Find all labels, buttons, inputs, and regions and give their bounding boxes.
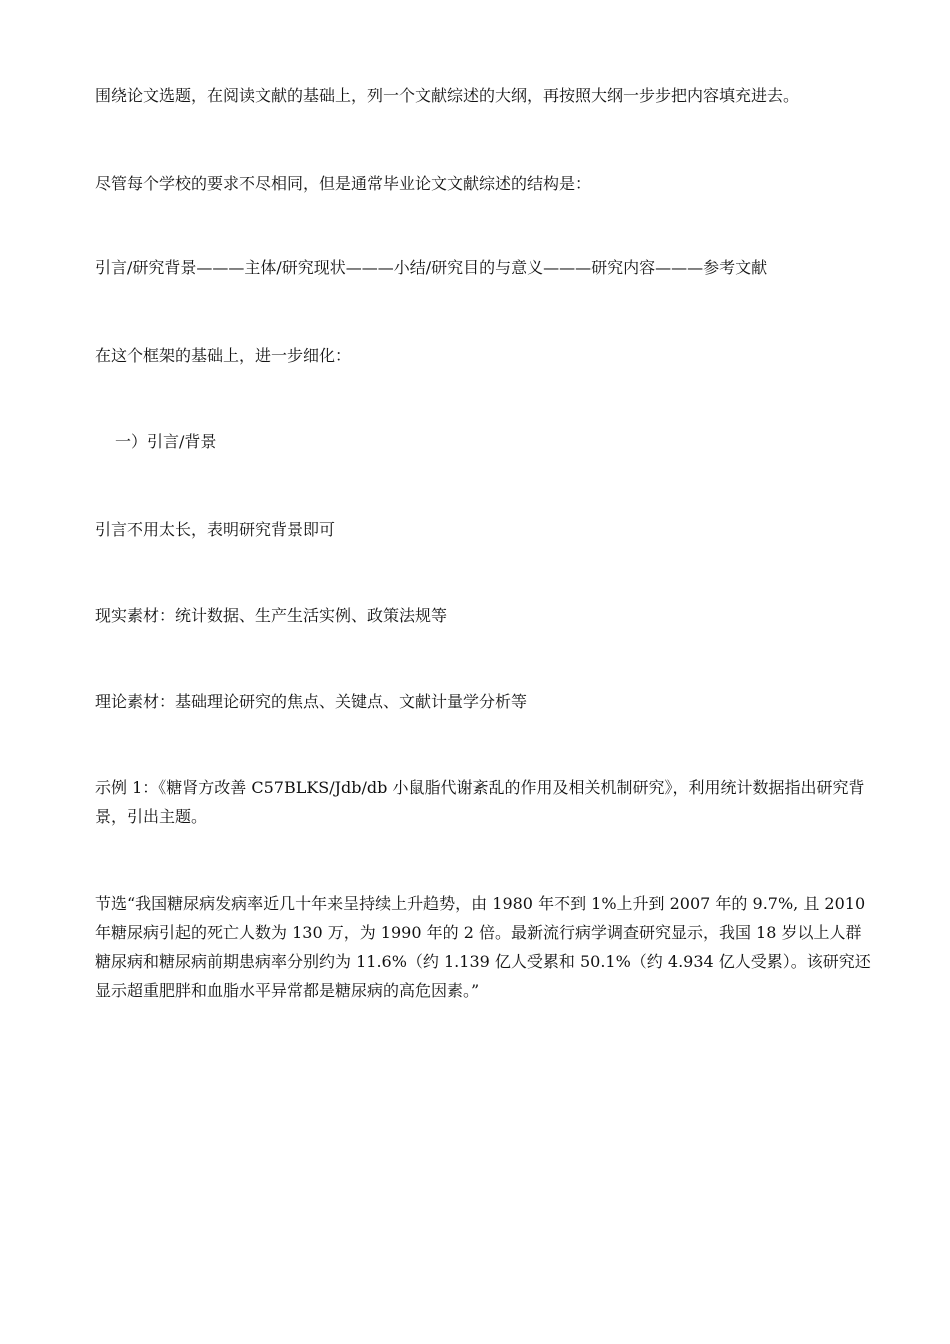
paragraph-structure-chain: 引言/研究背景———主体/研究现状———小结/研究目的与意义———研究内容———参考文献 (95, 258, 768, 277)
paragraph-structure-intro: 尽管每个学校的要求不尽相同，但是通常毕业论文文献综述的结构是： (95, 174, 592, 193)
paragraph-refine: 在这个框架的基础上，进一步细化： (95, 346, 352, 365)
paragraph-example-1: 示例 1：《糖肾方改善 C57BLKS/Jdb/db 小鼠脂代谢紊乱的作用及相关机制研究》，利用统计数据指出研究背景，引出主题。 (95, 778, 865, 826)
paragraph-real-materials: 现实素材：统计数据、生产生活实例、政策法规等 (95, 606, 448, 625)
section-heading-intro: 一）引言/背景 (115, 432, 217, 451)
paragraph-intro-length: 引言不用太长，表明研究背景即可 (95, 520, 336, 539)
paragraph-outline-intro: 围绕论文选题，在阅读文献的基础上，列一个文献综述的大纲，再按照大纲一步步把内容填充进去。 (95, 86, 800, 105)
paragraph-theory-materials: 理论素材：基础理论研究的焦点、关键点、文献计量学分析等 (95, 692, 528, 711)
paragraph-excerpt: 节选“我国糖尿病发病率近几十年来呈持续上升趋势，由 1980 年不到 1%上升到 2007 年的 9.7%, 且 2010 年糖尿病引起的死亡人数为 130 万，为 1990 年的 2 倍。最新流行病学调查研究显示，我国 18 岁以上人群糖尿病和糖尿病前期患病率分别约为 11.6%（约 1.139 亿人受累和 50.1%（约 4.934 亿人受累）。该研究还显示超重肥胖和血脂水平异常都是糖尿病的高危因素。” (95, 894, 871, 1000)
